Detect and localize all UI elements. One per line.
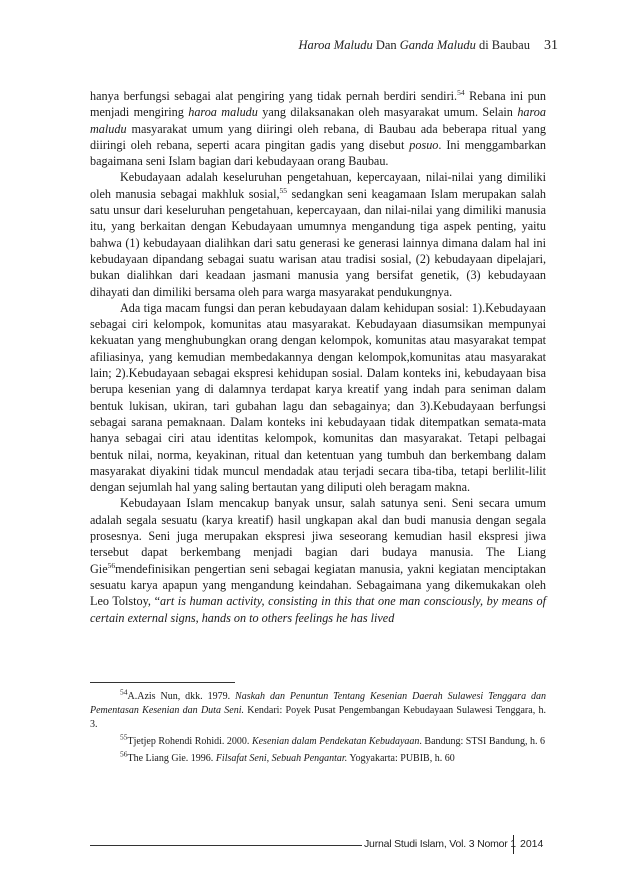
footnote-divider	[90, 682, 235, 683]
header-title-part3: Ganda Maludu	[399, 38, 476, 52]
p4-italic-quote: art is human activity, consisting in this that one man consciously, by means of certain external signs, hands on to others feelings he has lived	[90, 594, 546, 625]
footnote-54	[90, 687, 547, 732]
footnote-ref-56[interactable]: 56	[107, 560, 116, 570]
footnote-rest: Yogyakarta: PUBIB, h. 60	[347, 753, 455, 764]
footnote-title: Naskah dan Penuntun Tentang Kesenian Daerah Sulawesi Tenggara dan Pementasan Kesenian dan Duta Seni.	[90, 691, 547, 716]
p1-text-3: yang dilaksanakan oleh masyarakat umum. Selain	[257, 105, 518, 120]
page-number: 31	[544, 38, 558, 53]
footnote-num: 54	[120, 687, 128, 697]
paragraph-4	[90, 495, 546, 625]
paragraph-3: Ada tiga macam fungsi dan peran kebudayaan dalam kehidupan sosial: 1).Kebudayaan sebagai ciri kelompok, komunitas atau masyarakat. Kebudayaan diasumsikan mempunyai kekuatan yang menghubungkan orang dengan kelompok, komunitas atau masyarakat tempat afiliasinya, yang kemudian membedakannya dengan kelompok,komunitas atau masyarakat lain; 2).Kebudayaan sebagai ekspresi kehidupan sosial. Dalam konteks ini, kebudayaan bisa berupa kesenian yang di dalamnya terdapat karya kreatif yang indah para seniman dalam bentuk lukisan, ukiran, tari gubahan lagu dan sebagainya; dan 3).Kebudayaan berfungsi sebagai sarana pemaknaan. Dalam konteks ini kebudayaan tidak ditempatkan semata-mata hanya sebagai ciri atau identitas kelompok, komunitas dan masyarakat. Tetapi pelbagai bentuk nilai, norma, keyakinan, ritual dan ketentuan yang tumbuh dan berkembang dalam masyarakat diyakini tidak muncul mendadak atau terjadi secara tiba-tiba, tetapi berlilit-lilit dengan sejumlah hal yang saling bertautan yang diliputi oleh beragam makna.	[90, 300, 546, 495]
p1-text-4: masyarakat umum yang diiringi oleh rebana, di Baubau ada beberapa ritual yang diiringi oleh rebana, seperti acara pingitan gadis yang disebut	[90, 121, 546, 152]
footnote-author: Tjetjep Rohendi Rohidi. 2000.	[127, 736, 252, 747]
footnote-title: Filsafat Seni, Sebuah Pengantar.	[215, 753, 348, 764]
footnote-rest: . Bandung: STSI Bandung, h. 6	[419, 736, 545, 747]
footnote-author: A.Azis Nun, dkk. 1979.	[127, 691, 236, 702]
p1-italic-3: posuo	[409, 137, 439, 152]
footnote-55	[90, 732, 546, 749]
journal-footer	[90, 836, 546, 856]
footnote-title: Kesenian dalam Pendekatan Kebudayaan	[251, 736, 420, 747]
footnote-author: The Liang Gie. 1996.	[127, 753, 216, 764]
p4-text-1: Kebudayaan Islam mencakup banyak unsur, salah satunya seni. Seni secara umum adalah segala sesuatu (karya kreatif) hasil ungkapan akal dan budi manusia dengan segala prosesnya. Seni juga merupakan ekspresi jiwa seseorang kemudian hasil ekspresi jiwa tersebut dapat berkembang menjadi bagian dari budaya manusia. The Liang Gie	[90, 496, 546, 576]
p1-text-2: Rebana ini pun menjadi mengiring	[90, 89, 546, 120]
header-title-part1: Haroa Maludu	[298, 38, 373, 52]
footnote-num: 55	[120, 732, 128, 742]
body-text	[90, 88, 546, 626]
header-title-part4: di Baubau	[475, 38, 530, 52]
p1-italic-2: haroa maludu	[90, 105, 546, 136]
footnote-ref-54[interactable]: 54	[457, 87, 465, 97]
p2-text-1: Kebudayaan adalah keseluruhan pengetahuan, kepercayaan, nilai-nilai yang dimiliki oleh manusia sebagai makhluk sosial,	[90, 170, 546, 201]
paragraph-2	[90, 169, 546, 299]
paragraph-1	[90, 88, 546, 169]
p2-text-2: sedangkan seni keagamaan Islam merupakan salah satu unsur dari keseluruhan pengetahuan, kepercayaan, dan nilai-nilai yang dimiliki manusia itu, yang berkaitan dengan Kebudayaan umumnya mengandung tiga aspek penting, yaitu bahwa (1) kebudayaan dialihkan dari satu generasi ke generasi lainnya dimana dalam hal ini kebudayaan dipandang sebagai suatu warisan atau tradisi sosial, (2) kebudayaan dipelajari, bukan dialihkan dari keadaan jasmani manusia yang bersifat genetik, (3) kebudayaan dihayati dan dimiliki bersama oleh para warga masyarakat pendukungnya.	[90, 186, 547, 299]
p1-text-5: . Ini menggambarkan bagaimana seni Islam bagian dari kebudayaan orang Baubau.	[90, 137, 546, 169]
p1-text-1: hanya berfungsi sebagai alat pengiring yang tidak pernah berdiri sendiri.	[90, 89, 458, 103]
footnote-56	[90, 749, 546, 766]
footer-rule	[90, 845, 362, 846]
p1-italic-1: haroa maludu	[188, 105, 258, 120]
footnote-rest: Kendari: Poyek Pusat Pengembangan Kebudayaan Sulawesi Tenggara, h. 3.	[90, 705, 546, 730]
footnote-ref-55[interactable]: 55	[279, 185, 288, 195]
journal-name: Jurnal Studi Islam, Vol. 3 Nomor 1	[364, 838, 516, 850]
p4-text-2: mendefinisikan pengertian seni sebagai kegiatan manusia, yakni kegiatan menciptakan sesuatu karya apapun yang mengandung keindahan. Sebagaimana yang dikemukakan oleh Leo Tolstoy, “	[90, 561, 546, 609]
running-header	[299, 38, 559, 54]
journal-year: 2014	[520, 838, 544, 850]
header-title-part2: Dan	[372, 38, 400, 52]
footnotes	[90, 687, 547, 769]
footnote-num: 56	[120, 749, 128, 759]
footer-separator	[513, 835, 514, 854]
